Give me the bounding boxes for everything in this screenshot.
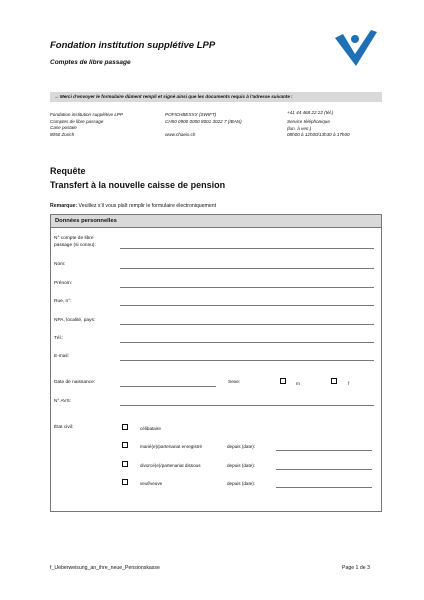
- iban: CH50 0900 0000 8001 3022 7 (IBAN): [165, 118, 242, 124]
- widowed-checkbox[interactable]: [122, 479, 128, 485]
- address-line: Fondation institution supplétive LPP: [50, 112, 124, 117]
- remark-text: Veuillez s’il vous plaît remplir le formulaire électroniquement: [77, 203, 217, 209]
- married-label: marié(e)/partenariat enregistré: [140, 444, 203, 449]
- postcode-city-field[interactable]: [120, 324, 374, 325]
- service-line: 08h00 à 12h00/13h30 à 17h00: [287, 132, 350, 138]
- address-line: 8050 Zurich: [50, 131, 75, 137]
- document-subtitle: Transfert à la nouvelle caisse de pension: [50, 180, 226, 190]
- street-field[interactable]: [120, 305, 374, 306]
- postal-address: [50, 112, 123, 138]
- married-since-field[interactable]: [276, 450, 372, 451]
- remark: [50, 203, 216, 209]
- sex-f-label: f: [348, 381, 350, 386]
- sex-m-checkbox[interactable]: [280, 378, 286, 384]
- organization-name: Fondation institution supplétive LPP: [50, 40, 216, 51]
- prenom-field[interactable]: [120, 287, 374, 288]
- sex-label: Sexe:: [228, 380, 241, 385]
- document-title: Requête: [50, 166, 86, 176]
- prenom-label: Prénom:: [54, 281, 73, 286]
- postcode-city-label: NPA, localité, pays:: [54, 318, 96, 323]
- service-line: (lun. à ven.): [287, 125, 312, 131]
- account-label-line: passage (si connu):: [54, 242, 96, 248]
- account-number-field[interactable]: [120, 248, 374, 249]
- logo-check-icon: [333, 30, 377, 66]
- footer-filename: f_Ueberweisung_an_ihre_neue_Pensionskasse: [50, 565, 160, 571]
- dob-label: Date de naissance:: [54, 380, 96, 385]
- bank-details: [165, 112, 242, 138]
- email-field[interactable]: [120, 360, 374, 361]
- organization-subtitle: Comptes de libre passage: [50, 59, 131, 66]
- nom-label: Nom:: [54, 262, 66, 267]
- divorced-label: divorcé(e)/partenariat dissous: [140, 463, 201, 468]
- widowed-since-field[interactable]: [276, 487, 372, 488]
- email-label: E-mail:: [54, 354, 69, 359]
- page-number: Page 1 de 3: [342, 565, 370, 571]
- address-line: Comptes de libre passage: [50, 118, 104, 124]
- divorced-since-field[interactable]: [276, 469, 372, 470]
- street-label: Rue, n°:: [54, 299, 72, 304]
- avs-label: N° AVS:: [54, 399, 72, 404]
- instruction-banner: → Merci d’envoyer le formulaire dûment rempli et signé ainsi que les documents requis à l’adresse suivante :: [50, 92, 382, 102]
- marital-status-label: État civil:: [54, 425, 74, 430]
- phone-label: Tél.:: [54, 336, 64, 341]
- married-checkbox[interactable]: [122, 442, 128, 448]
- account-label-line: N° compte de libre: [54, 236, 94, 241]
- sex-f-checkbox[interactable]: [331, 378, 337, 384]
- single-label: célibataire: [140, 426, 161, 431]
- divorced-since-label: depuis (date):: [227, 463, 256, 468]
- widowed-since-label: depuis (date):: [227, 481, 256, 486]
- nom-field[interactable]: [120, 268, 374, 269]
- sex-m-label: m: [296, 381, 300, 386]
- divorced-checkbox[interactable]: [122, 461, 128, 467]
- phone-field[interactable]: [120, 342, 374, 343]
- service-line: Service téléphonique: [287, 119, 330, 125]
- address-line: Case postale: [50, 125, 77, 131]
- single-checkbox[interactable]: [122, 424, 128, 430]
- phone-number: +41 44 468 22 22 (tél.): [287, 110, 334, 115]
- avs-field[interactable]: [120, 405, 374, 406]
- website-link[interactable]: www.chaeis.ch: [165, 131, 196, 137]
- personal-data-section: [50, 214, 382, 512]
- account-number-label: [54, 236, 96, 249]
- married-since-label: depuis (date):: [227, 444, 256, 449]
- swift-code: POFICHBEXXX (SWIFT): [165, 112, 217, 117]
- section-heading: Données personnelles: [50, 214, 382, 228]
- remark-label: Remarque:: [50, 203, 78, 209]
- dob-field[interactable]: [120, 386, 216, 387]
- widowed-label: veuf/veuve: [140, 481, 163, 486]
- contact-details: [287, 110, 350, 139]
